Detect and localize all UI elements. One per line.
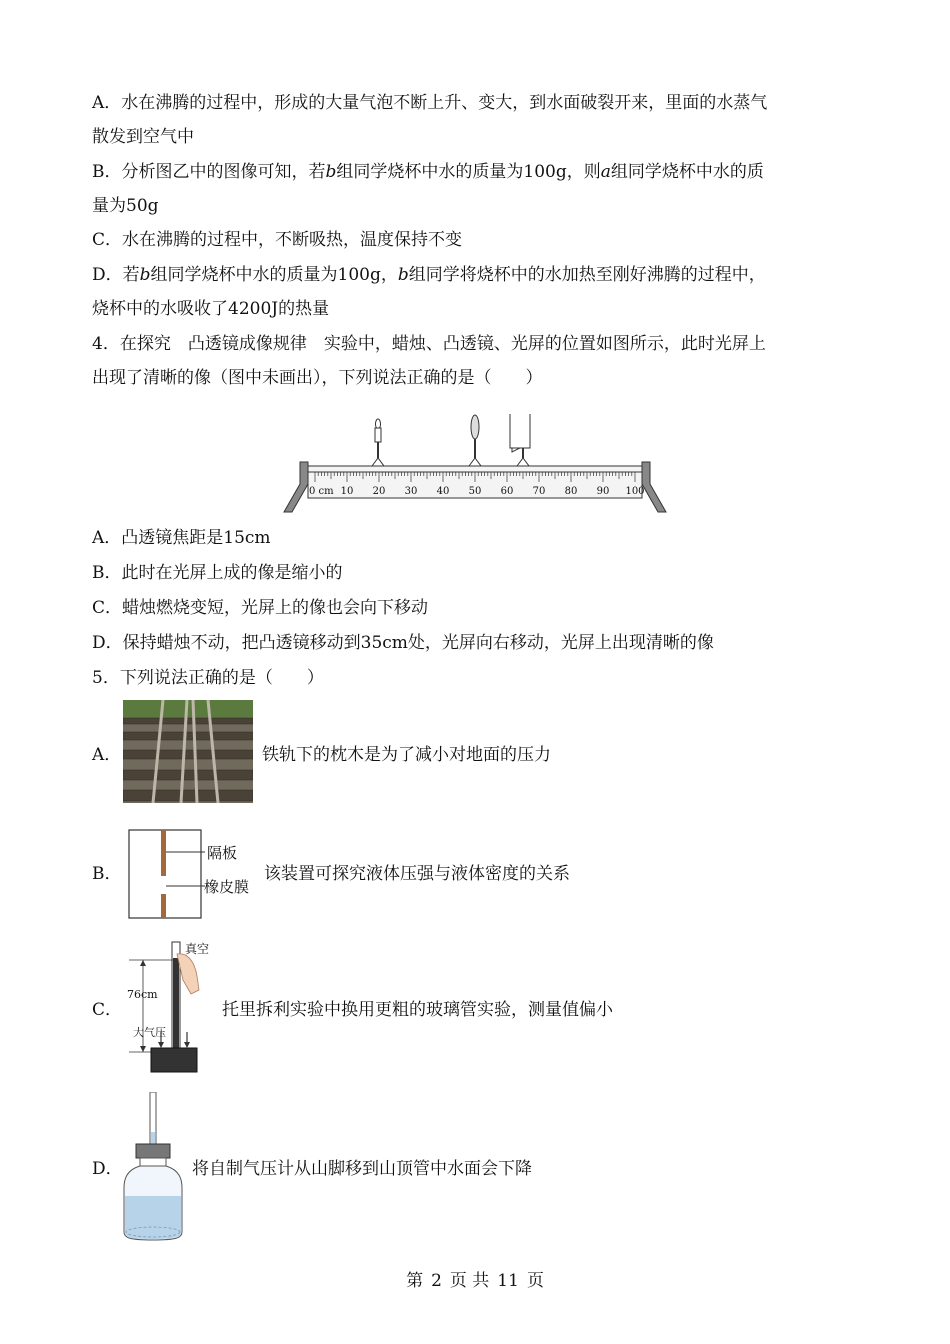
homemade-barometer-figure — [120, 1092, 190, 1242]
q5-option-b-text: 该装置可探究液体压强与液体密度的关系 — [264, 864, 570, 884]
q5-option-d-text: 将自制气压计从山脚移到山顶管中水面会下降 — [192, 1159, 532, 1179]
q5-option-c-text: 托里拆利实验中换用更粗的玻璃管实验，测量值偏小 — [222, 1000, 613, 1020]
optical-bench-svg — [282, 414, 672, 518]
q5-option-a-label: A． — [92, 745, 122, 765]
q3-option-a-line1: A．水在沸腾的过程中，形成的大量气泡不断上升、变大，到水面破裂开来，里面的水蒸气 — [92, 93, 768, 113]
bench-tick-label: 50 — [468, 486, 482, 497]
bench-tick-label: 10 — [340, 486, 354, 497]
railway-photo — [123, 700, 253, 803]
q5-option-d-label: D． — [92, 1159, 123, 1179]
right-support — [642, 462, 666, 512]
atmospheric-pressure-label: 大气压 — [133, 1026, 166, 1039]
variable-b: b — [397, 265, 409, 285]
variable-b: b — [325, 162, 337, 182]
text-segment: 组同学烧杯中水的质量为100g，则 — [336, 162, 601, 182]
q3-option-c: C．水在沸腾的过程中，不断吸热，温度保持不变 — [92, 230, 463, 250]
q3-option-b-line2: 量为50g — [92, 196, 159, 216]
light-screen — [510, 414, 530, 466]
partition-label: 隔板 — [207, 844, 238, 862]
bench-tick-label: 30 — [404, 486, 418, 497]
page-number: 2 — [431, 1271, 442, 1291]
text-segment: 组同学将烧杯中的水加热至刚好沸腾的过程中， — [408, 265, 766, 285]
bench-tick-label: 70 — [532, 486, 546, 497]
convex-lens — [469, 415, 481, 466]
height-label: 76cm — [127, 988, 158, 1001]
q3-option-d-line2: 烧杯中的水吸收了4200J的热量 — [92, 299, 330, 319]
bench-tick-label: 0 cm — [309, 486, 334, 497]
text-segment: D．若 — [92, 265, 140, 285]
variable-a: a — [600, 162, 611, 182]
text-segment: 组同学烧杯中水的质量为100g， — [150, 265, 398, 285]
bench-tick-label: 90 — [596, 486, 610, 497]
total-pages: 11 — [497, 1271, 519, 1291]
text-segment: B．分析图乙中的图像可知，若 — [92, 162, 326, 182]
bench-tick-label: 40 — [436, 486, 450, 497]
footer-text: 第 — [406, 1271, 424, 1291]
bench-tick-label: 60 — [500, 486, 514, 497]
text-segment: 组同学烧杯中水的质 — [610, 162, 764, 182]
page-footer — [0, 1266, 950, 1291]
q5-option-c-label: C． — [92, 1000, 123, 1020]
q3-option-d-line1 — [92, 264, 766, 286]
bench-tick-label: 80 — [564, 486, 578, 497]
q4-option-d: D．保持蜡烛不动，把凸透镜移动到35cm处，光屏向右移动，光屏上出现清晰的像 — [92, 633, 714, 653]
partition-container-figure — [125, 826, 265, 922]
candle — [372, 419, 384, 466]
footer-text: 页 — [526, 1271, 544, 1291]
membrane-label: 橡皮膜 — [204, 878, 250, 896]
q5-option-b-label: B． — [92, 864, 122, 884]
q3-option-b-line1 — [92, 161, 764, 183]
vacuum-label: 真空 — [185, 942, 210, 956]
q5-option-a-text: 铁轨下的枕木是为了减小对地面的压力 — [262, 745, 551, 765]
q4-stem-line2: 出现了清晰的像（图中未画出），下列说法正确的是（ ） — [92, 368, 543, 388]
q3-option-a-line2: 散发到空气中 — [92, 127, 194, 147]
optical-bench-figure — [282, 414, 672, 518]
q4-option-a: A．凸透镜焦距是15cm — [92, 528, 271, 548]
bench-tick-label: 20 — [372, 486, 386, 497]
variable-b: b — [139, 265, 151, 285]
torricelli-figure — [125, 936, 220, 1076]
footer-text: 页 共 — [449, 1271, 490, 1291]
q4-option-c: C．蜡烛燃烧变短，光屏上的像也会向下移动 — [92, 598, 429, 618]
bench-tick-label: 100 — [625, 486, 645, 497]
q5-stem: 5．下列说法正确的是（ ） — [92, 668, 324, 688]
q4-option-b: B．此时在光屏上成的像是缩小的 — [92, 563, 343, 583]
left-support — [284, 462, 308, 512]
q4-stem-line1: 4．在探究 凸透镜成像规律 实验中，蜡烛、凸透镜、光屏的位置如图所示，此时光屏上 — [92, 334, 766, 354]
